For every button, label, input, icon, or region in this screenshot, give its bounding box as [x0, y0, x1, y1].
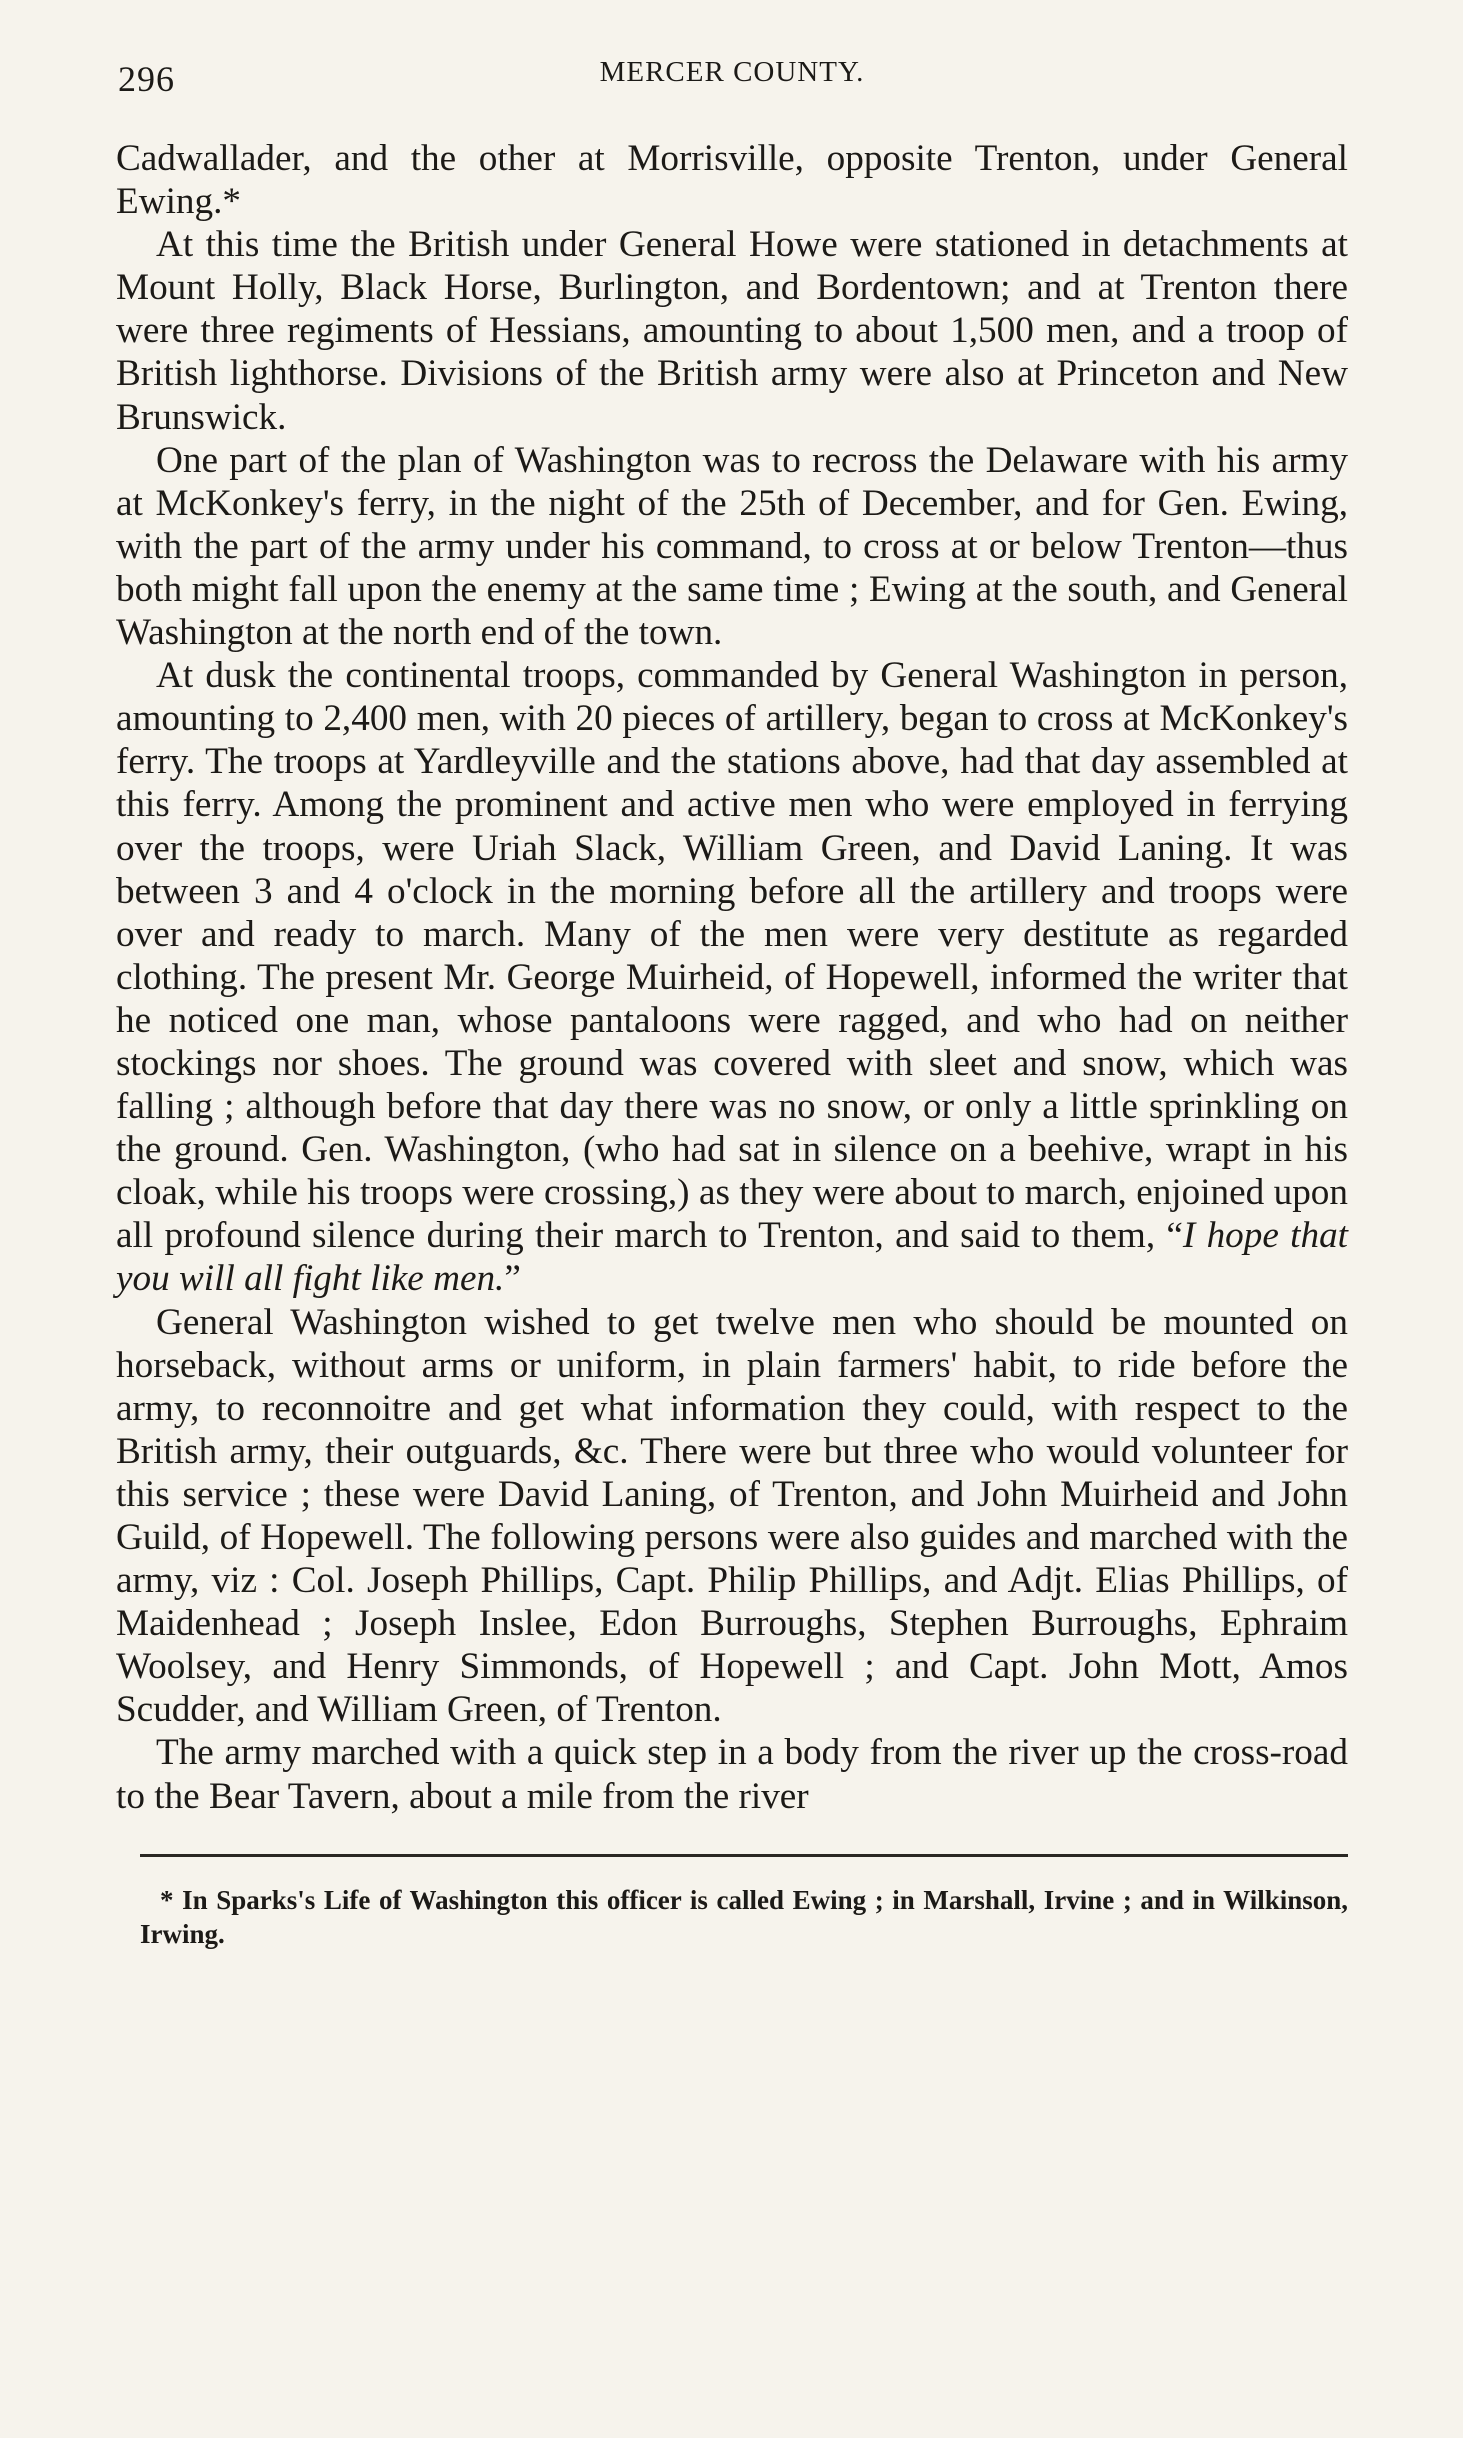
washington-quote: I hope that you will all fight like men.: [116, 1215, 1348, 1300]
footnote-mark: *: [160, 1884, 174, 1915]
paragraph-4: [116, 654, 1348, 1300]
paragraph-2: At this time the British under General Howe were stationed in detachments at Mount Holly, Black Horse, Burlington, and Bordentown; and at Trenton there were three regiments of Hessians, amounting to about 1,500 men, and a troop of British lighthorse. Divisions of the British army were also at Princeton and New Brunswick.: [116, 224, 1348, 438]
paragraph-6: The army marched with a quick step in a body from the river up the cross-road to the Bear Tavern, about a mile from the river: [116, 1732, 1348, 1817]
paragraph-3: One part of the plan of Washington was to recross the Delaware with his army at McKonkey's ferry, in the night of the 25th of December, and for Gen. Ewing, with the part of the army under his command, to cross at or below Trenton—thus both might fall upon the enemy at the same time ; Ewing at the south, and General Washington at the north end of the town.: [116, 439, 1348, 654]
body-text: [116, 137, 1348, 1818]
footnote-text: In Sparks's Life of Washington this officer is called Ewing ; in Marshall, Irvine ; and in Wilkinson, Irwing.: [140, 1884, 1349, 1949]
paragraph-4-text: At dusk the continental troops, commanded by General Washington in person, amounting to 2,400 men, with 20 pieces of artillery, began to cross at McKonkey's ferry. The troops at Yardleyville and the stations above, had that day assembled at this ferry. Among the prominent and active men who were employed in ferrying over the troops, were Uriah Slack, William Green, and David Laning. It was between 3 and 4 o'clock in the morning before all the artillery and troops were over and ready to march. Many of the men were very destitute as regarded clothing. The present Mr. George Muirheid, of Hopewell, informed the writer that he noticed one man, whose pantaloons were ragged, and who had on neither stockings nor shoes. The ground was covered with sleet and snow, which was falling ; although before that day there was no snow, or only a little sprinkling on the ground. Gen. Washington, (who had sat in silence on a beehive, wrapt in his cloak, while his troops were crossing,) as they were about to march, enjoined upon all profound silence during their march to Trenton, and said to them, “: [116, 655, 1348, 1257]
page-header: [116, 50, 1348, 110]
running-title: MERCER COUNTY.: [599, 56, 865, 88]
footnote-divider: [140, 1854, 1348, 1857]
quote-close: ”: [504, 1258, 521, 1300]
footnote: [116, 1883, 1348, 1951]
paragraph-1: Cadwallader, and the other at Morrisville, opposite Trenton, under General Ewing.*: [116, 138, 1348, 223]
paragraph-5: General Washington wished to get twelve men who should be mounted on horseback, without arms or uniform, in plain farmers' habit, to ride before the army, to reconnoitre and get what information they could, with respect to the British army, their outguards, &c. There were but three who would volunteer for this service ; these were David Laning, of Trenton, and John Muirheid and John Guild, of Hopewell. The following persons were also guides and marched with the army, viz : Col. Joseph Phillips, Capt. Philip Phillips, and Adjt. Elias Phillips, of Maidenhead ; Joseph Inslee, Edon Burroughs, Stephen Burroughs, Ephraim Woolsey, and Henry Simmonds, of Hopewell ; and Capt. John Mott, Amos Scudder, and William Green, of Trenton.: [116, 1301, 1348, 1731]
page-number: 296: [118, 59, 175, 99]
book-page: [116, 50, 1348, 1951]
